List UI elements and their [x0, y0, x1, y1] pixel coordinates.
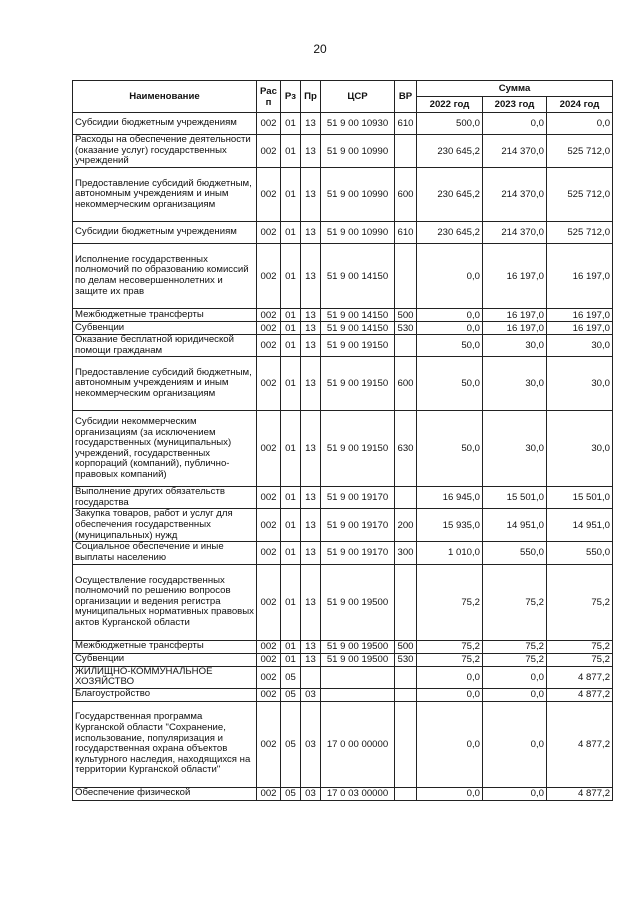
row-csr: 51 9 00 19170: [321, 509, 395, 542]
row-amount-2024: 525 712,0: [547, 222, 613, 244]
row-amount-2023: 75,2: [483, 653, 547, 666]
row-csr: 51 9 00 19170: [321, 487, 395, 509]
row-rz: 01: [281, 653, 301, 666]
row-amount-2024: 4 877,2: [547, 787, 613, 800]
row-amount-2022: 15 935,0: [417, 509, 483, 542]
row-amount-2022: 0,0: [417, 688, 483, 701]
row-csr: 51 9 00 10930: [321, 113, 395, 135]
row-amount-2022: 0,0: [417, 701, 483, 787]
row-csr: 51 9 00 19170: [321, 542, 395, 564]
row-name: Благоустройство: [73, 688, 257, 701]
row-amount-2024: 16 197,0: [547, 309, 613, 322]
row-rasp: 002: [257, 487, 281, 509]
row-rz: 01: [281, 411, 301, 487]
row-amount-2024: 0,0: [547, 113, 613, 135]
row-amount-2022: 75,2: [417, 564, 483, 640]
row-name: Субсидии бюджетным учреждениям: [73, 113, 257, 135]
row-csr: 51 9 00 14150: [321, 322, 395, 335]
row-amount-2024: 4 877,2: [547, 701, 613, 787]
row-rasp: 002: [257, 688, 281, 701]
row-rasp: 002: [257, 542, 281, 564]
row-amount-2023: 75,2: [483, 564, 547, 640]
row-amount-2024: 15 501,0: [547, 487, 613, 509]
row-csr: 51 9 00 19150: [321, 335, 395, 357]
row-vr: 200: [395, 509, 417, 542]
row-amount-2023: 214 370,0: [483, 135, 547, 168]
row-amount-2024: 550,0: [547, 542, 613, 564]
row-pr: [301, 666, 321, 688]
row-rz: 01: [281, 542, 301, 564]
row-amount-2023: 0,0: [483, 113, 547, 135]
table-row: [73, 322, 613, 335]
row-amount-2024: 4 877,2: [547, 666, 613, 688]
row-rasp: 002: [257, 309, 281, 322]
row-rasp: 002: [257, 640, 281, 653]
row-amount-2022: 230 645,2: [417, 168, 483, 222]
budget-table: [72, 80, 613, 801]
row-csr: 51 9 00 19500: [321, 640, 395, 653]
row-amount-2022: 0,0: [417, 666, 483, 688]
row-vr: [395, 335, 417, 357]
row-vr: [395, 666, 417, 688]
row-amount-2024: 14 951,0: [547, 509, 613, 542]
row-amount-2023: 0,0: [483, 666, 547, 688]
row-rasp: 002: [257, 701, 281, 787]
row-name: Расходы на обеспечение деятельности (оказание услуг) государственных учреждений: [73, 135, 257, 168]
page-number: 20: [313, 42, 327, 56]
row-pr: 13: [301, 168, 321, 222]
row-name: Государственная программа Курганской области "Сохранение, использование, популяризация и государственная охрана объектов культурного наследия, находящихся на территории Курганской области": [73, 701, 257, 787]
row-amount-2024: 16 197,0: [547, 244, 613, 309]
row-name: Осуществление государственных полномочий по решению вопросов организации и ведения регистра муниципальных нормативных правовых актов Курганской области: [73, 564, 257, 640]
row-amount-2023: 75,2: [483, 640, 547, 653]
row-name: Межбюджетные трансферты: [73, 309, 257, 322]
row-rz: 05: [281, 701, 301, 787]
row-amount-2023: 15 501,0: [483, 487, 547, 509]
header-vr: ВР: [395, 81, 417, 113]
row-amount-2022: 50,0: [417, 357, 483, 411]
row-name: Субсидии бюджетным учреждениям: [73, 222, 257, 244]
row-csr: 51 9 00 10990: [321, 135, 395, 168]
row-csr: [321, 688, 395, 701]
table-row: [73, 564, 613, 640]
row-amount-2022: 50,0: [417, 335, 483, 357]
row-vr: 630: [395, 411, 417, 487]
table-row: [73, 309, 613, 322]
row-rz: 01: [281, 509, 301, 542]
row-amount-2022: 16 945,0: [417, 487, 483, 509]
row-csr: 51 9 00 19500: [321, 564, 395, 640]
row-csr: 51 9 00 19500: [321, 653, 395, 666]
table-row: [73, 357, 613, 411]
row-amount-2023: 16 197,0: [483, 322, 547, 335]
row-rasp: 002: [257, 135, 281, 168]
row-vr: 600: [395, 168, 417, 222]
row-csr: 17 0 00 00000: [321, 701, 395, 787]
row-csr: 51 9 00 19150: [321, 357, 395, 411]
row-rasp: 002: [257, 113, 281, 135]
row-pr: 13: [301, 564, 321, 640]
row-rz: 01: [281, 322, 301, 335]
row-rz: 01: [281, 564, 301, 640]
row-pr: 13: [301, 135, 321, 168]
row-amount-2023: 0,0: [483, 701, 547, 787]
row-amount-2024: 30,0: [547, 357, 613, 411]
row-rz: 01: [281, 113, 301, 135]
row-amount-2023: 30,0: [483, 411, 547, 487]
row-amount-2023: 14 951,0: [483, 509, 547, 542]
row-csr: 51 9 00 10990: [321, 168, 395, 222]
row-pr: 13: [301, 335, 321, 357]
row-amount-2023: 30,0: [483, 357, 547, 411]
row-vr: 530: [395, 653, 417, 666]
row-amount-2022: 0,0: [417, 309, 483, 322]
header-sum: Сумма: [417, 81, 613, 97]
table-row: [73, 542, 613, 564]
row-pr: 03: [301, 787, 321, 800]
row-amount-2023: 214 370,0: [483, 222, 547, 244]
row-amount-2022: 75,2: [417, 640, 483, 653]
row-vr: 600: [395, 357, 417, 411]
row-amount-2022: 500,0: [417, 113, 483, 135]
row-csr: 51 9 00 14150: [321, 244, 395, 309]
row-vr: [395, 564, 417, 640]
row-amount-2022: 75,2: [417, 653, 483, 666]
row-name: Предоставление субсидий бюджетным, автономным учреждениям и иным некоммерческим организациям: [73, 168, 257, 222]
row-rasp: 002: [257, 335, 281, 357]
row-vr: [395, 688, 417, 701]
row-csr: [321, 666, 395, 688]
row-vr: 300: [395, 542, 417, 564]
table-row: [73, 135, 613, 168]
row-amount-2023: 214 370,0: [483, 168, 547, 222]
row-rasp: 002: [257, 564, 281, 640]
row-name: Социальное обеспечение и иные выплаты населению: [73, 542, 257, 564]
table-row: [73, 509, 613, 542]
row-pr: 13: [301, 357, 321, 411]
header-pr: Пр: [301, 81, 321, 113]
row-pr: 03: [301, 701, 321, 787]
row-rasp: 002: [257, 168, 281, 222]
row-amount-2023: 16 197,0: [483, 244, 547, 309]
row-name: Закупка товаров, работ и услуг для обеспечения государственных (муниципальных) нужд: [73, 509, 257, 542]
row-rz: 01: [281, 168, 301, 222]
row-vr: [395, 487, 417, 509]
row-name: Субсидии некоммерческим организациям (за исключением государственных (муниципальных) учреждений, государственных корпораций (компаний), публично-правовых компаний): [73, 411, 257, 487]
row-pr: 13: [301, 487, 321, 509]
row-name: ЖИЛИЩНО-КОММУНАЛЬНОЕ ХОЗЯЙСТВО: [73, 666, 257, 688]
row-pr: 13: [301, 653, 321, 666]
table-row: [73, 487, 613, 509]
header-rasp: Рас п: [257, 81, 281, 113]
row-name: Предоставление субсидий бюджетным, автономным учреждениям и иным некоммерческим организациям: [73, 357, 257, 411]
header-2024: 2024 год: [547, 97, 613, 113]
row-amount-2022: 1 010,0: [417, 542, 483, 564]
row-rz: 05: [281, 666, 301, 688]
row-amount-2023: 30,0: [483, 335, 547, 357]
row-pr: 13: [301, 309, 321, 322]
row-name: Оказание бесплатной юридической помощи гражданам: [73, 335, 257, 357]
row-name: Межбюджетные трансферты: [73, 640, 257, 653]
row-rasp: 002: [257, 509, 281, 542]
row-pr: 13: [301, 509, 321, 542]
row-csr: 51 9 00 19150: [321, 411, 395, 487]
row-amount-2024: 525 712,0: [547, 168, 613, 222]
row-amount-2022: 230 645,2: [417, 222, 483, 244]
header-2023: 2023 год: [483, 97, 547, 113]
row-pr: 13: [301, 640, 321, 653]
row-vr: [395, 701, 417, 787]
row-name: Выполнение других обязательств государства: [73, 487, 257, 509]
row-pr: 03: [301, 688, 321, 701]
row-amount-2023: 0,0: [483, 688, 547, 701]
row-amount-2022: 0,0: [417, 244, 483, 309]
row-amount-2023: 16 197,0: [483, 309, 547, 322]
row-rz: 01: [281, 222, 301, 244]
table-row: [73, 666, 613, 688]
row-pr: 13: [301, 244, 321, 309]
row-pr: 13: [301, 113, 321, 135]
table-row: [73, 222, 613, 244]
row-rz: 01: [281, 244, 301, 309]
row-rasp: 002: [257, 411, 281, 487]
row-amount-2022: 0,0: [417, 787, 483, 800]
row-csr: 51 9 00 10990: [321, 222, 395, 244]
table-row: [73, 653, 613, 666]
row-amount-2024: 525 712,0: [547, 135, 613, 168]
row-amount-2024: 16 197,0: [547, 322, 613, 335]
row-amount-2024: 4 877,2: [547, 688, 613, 701]
row-rasp: 002: [257, 666, 281, 688]
row-pr: 13: [301, 411, 321, 487]
row-amount-2022: 50,0: [417, 411, 483, 487]
row-rz: 01: [281, 357, 301, 411]
row-name: Субвенции: [73, 653, 257, 666]
row-amount-2023: 550,0: [483, 542, 547, 564]
row-rasp: 002: [257, 787, 281, 800]
row-rz: 01: [281, 335, 301, 357]
row-vr: 500: [395, 309, 417, 322]
row-pr: 13: [301, 542, 321, 564]
row-rz: 01: [281, 640, 301, 653]
header-csr: ЦСР: [321, 81, 395, 113]
row-rz: 01: [281, 135, 301, 168]
row-amount-2023: 0,0: [483, 787, 547, 800]
row-rasp: 002: [257, 244, 281, 309]
row-amount-2022: 230 645,2: [417, 135, 483, 168]
row-vr: 500: [395, 640, 417, 653]
row-name: Обеспечение физической: [73, 787, 257, 800]
table-row: [73, 244, 613, 309]
row-pr: 13: [301, 222, 321, 244]
row-amount-2024: 30,0: [547, 411, 613, 487]
header-2022: 2022 год: [417, 97, 483, 113]
row-vr: [395, 135, 417, 168]
table-row: [73, 701, 613, 787]
row-csr: 51 9 00 14150: [321, 309, 395, 322]
row-rasp: 002: [257, 322, 281, 335]
row-vr: [395, 787, 417, 800]
row-rasp: 002: [257, 222, 281, 244]
row-vr: [395, 244, 417, 309]
table-row: [73, 335, 613, 357]
row-name: Исполнение государственных полномочий по образованию комиссий по делам несовершеннолетних и защите их прав: [73, 244, 257, 309]
row-amount-2024: 75,2: [547, 564, 613, 640]
table-body: [73, 113, 613, 801]
row-pr: 13: [301, 322, 321, 335]
row-vr: 610: [395, 222, 417, 244]
row-name: Субвенции: [73, 322, 257, 335]
header-rz: Рз: [281, 81, 301, 113]
table-row: [73, 411, 613, 487]
row-amount-2024: 75,2: [547, 640, 613, 653]
row-rz: 01: [281, 487, 301, 509]
row-rz: 01: [281, 309, 301, 322]
row-amount-2024: 75,2: [547, 653, 613, 666]
table-row: [73, 640, 613, 653]
header-name: Наименование: [73, 81, 257, 113]
table-row: [73, 113, 613, 135]
row-amount-2022: 0,0: [417, 322, 483, 335]
table-row: [73, 787, 613, 800]
row-vr: 530: [395, 322, 417, 335]
row-rz: 05: [281, 787, 301, 800]
row-rasp: 002: [257, 653, 281, 666]
table-row: [73, 688, 613, 701]
table-row: [73, 168, 613, 222]
row-csr: 17 0 03 00000: [321, 787, 395, 800]
row-rasp: 002: [257, 357, 281, 411]
row-amount-2024: 30,0: [547, 335, 613, 357]
row-vr: 610: [395, 113, 417, 135]
row-rz: 05: [281, 688, 301, 701]
